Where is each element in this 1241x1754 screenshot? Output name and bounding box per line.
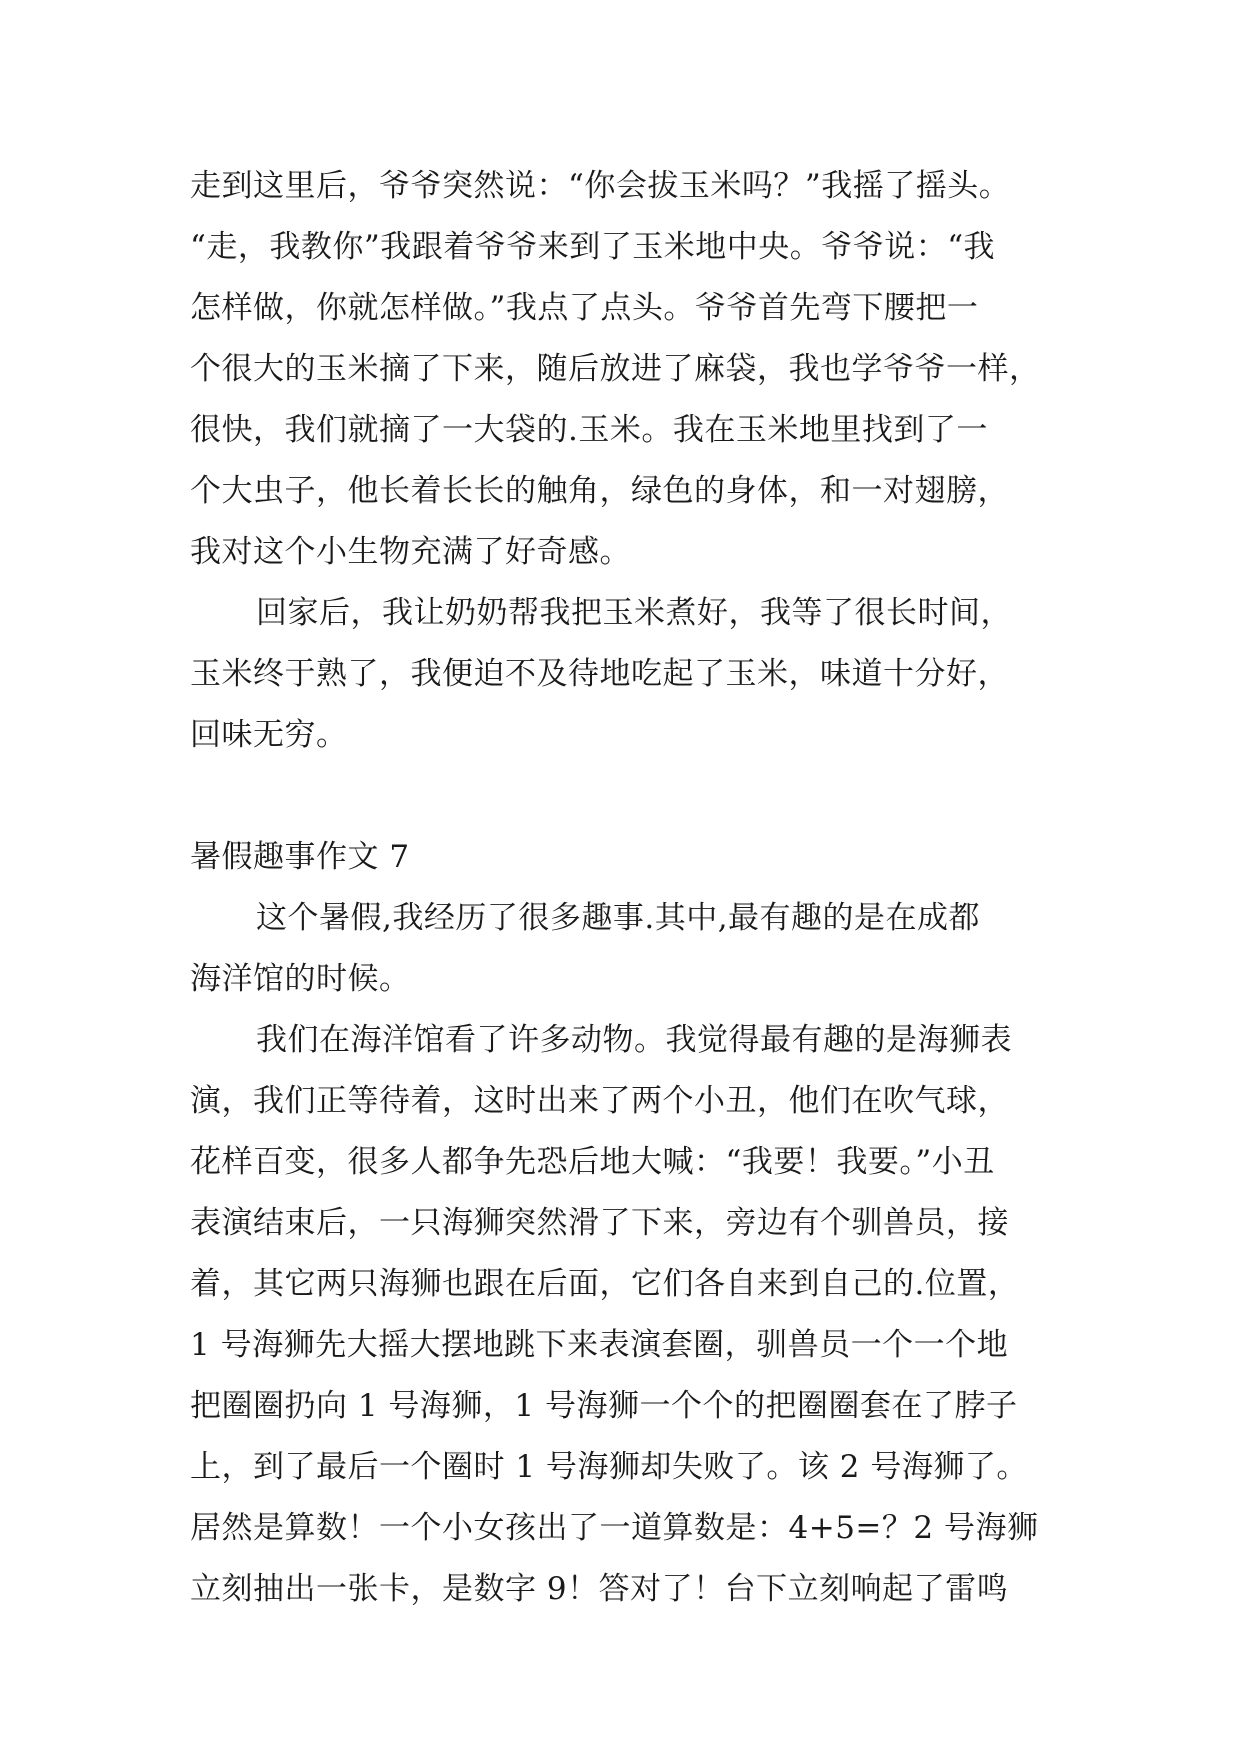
text-line: “走，我教你”我跟着爷爷来到了玉米地中央。爷爷说：“我 [190,229,996,265]
text-line: 这个暑假,我经历了很多趣事.其中,最有趣的是在成都 [256,900,981,936]
text-line: 居然是算数！一个小女孩出了一道算数是：4+5=？2 号海狮 [190,1510,1039,1546]
text-line: 走到这里后，爷爷突然说：“你会拔玉米吗？”我摇了摇头。 [190,168,1011,204]
section-spacer [190,766,1100,827]
paragraph-intro [190,888,1100,1010]
text-line: 怎样做，你就怎样做。”我点了点头。爷爷首先弯下腰把一 [190,290,979,326]
text-line: 上，到了最后一个圈时 1 号海狮却失败了。该 2 号海狮了。 [190,1449,1028,1485]
text-line: 回家后，我让奶奶帮我把玉米煮好，我等了很长时间， [256,595,1012,631]
document-body [190,156,1100,1620]
text-line: 立刻抽出一张卡，是数字 9！答对了！台下立刻响起了雷鸣 [190,1571,1009,1607]
text-line: 回味无穷。 [190,717,348,753]
paragraph-going-home [190,583,1100,766]
text-line: 着，其它两只海狮也跟在后面，它们各自来到自己的.位置， [190,1266,1020,1302]
paragraph-sea-lion-show [190,1010,1100,1620]
text-line: 海洋馆的时候。 [190,961,411,997]
text-line: 表演结束后，一只海狮突然滑了下来，旁边有个驯兽员，接 [190,1205,1009,1241]
section-title: 暑假趣事作文 7 [190,839,410,875]
text-line: 我对这个小生物充满了好奇感。 [190,534,631,570]
text-line: 很快，我们就摘了一大袋的.玉米。我在玉米地里找到了一 [190,412,988,448]
paragraph-corn-picking [190,156,1100,583]
text-line: 个大虫子，他长着长长的触角，绿色的身体，和一对翅膀， [190,473,1009,509]
text-line: 个很大的玉米摘了下来，随后放进了麻袋，我也学爷爷一样， [190,351,1041,387]
text-line: 花样百变，很多人都争先恐后地大喊：“我要！我要。”小丑 [190,1144,995,1180]
text-line: 玉米终于熟了，我便迫不及待地吃起了玉米，味道十分好， [190,656,1009,692]
text-line: 演，我们正等待着，这时出来了两个小丑，他们在吹气球， [190,1083,1009,1119]
text-line: 把圈圈扔向 1 号海狮，1 号海狮一个个的把圈圈套在了脖子 [190,1388,1018,1424]
text-line: 1 号海狮先大摇大摆地跳下来表演套圈，驯兽员一个一个地 [190,1327,1009,1363]
text-line: 我们在海洋馆看了许多动物。我觉得最有趣的是海狮表 [256,1022,1012,1058]
